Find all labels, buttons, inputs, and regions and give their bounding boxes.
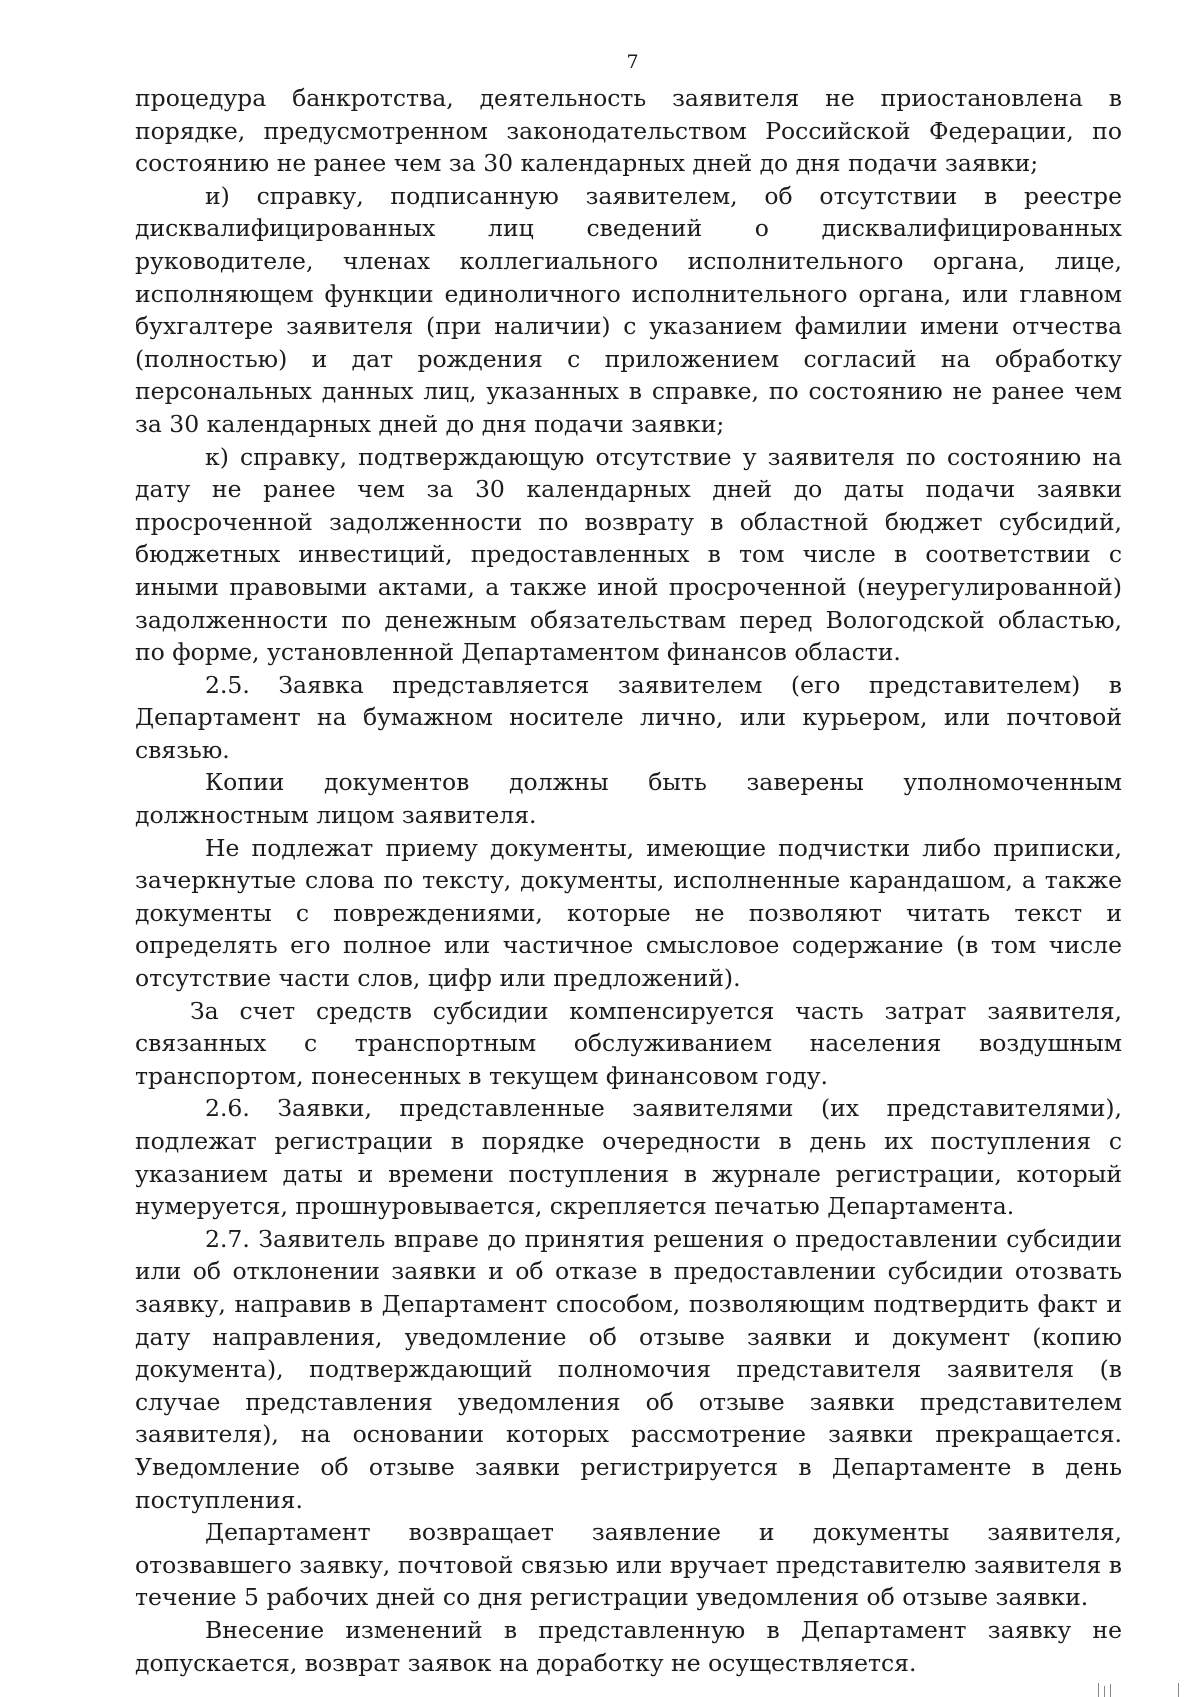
paragraph-subsidy-compensation: За счет средств субсидии компенсируется часть затрат заявителя, связанных с транспортным обслуживанием населения воздушным транспортом, понесенных в текущем финансовом году. [135, 996, 1122, 1090]
page-number: 7 [626, 51, 639, 73]
paragraph-return-documents: Департамент возвращает заявление и документы заявителя, отозвавшего заявку, почтовой связью или вручает представителю заявителя в течение 5 рабочих дней со дня регистрации уведомления об отзыве заявки. [135, 1518, 1122, 1612]
paragraph-no-changes: Внесение изменений в представленную в Департамент заявку не допускается, возврат заявок на доработку не осуществляется. [135, 1615, 1122, 1677]
paragraph-copies-certified: Копии документов должны быть заверены уполномоченным должностным лицом заявителя. [135, 768, 1122, 830]
paragraph-not-accepted-documents: Не подлежат приему документы, имеющие подчистки либо приписки, зачеркнутые слова по тексту, документы, исполненные карандашом, а также документы с повреждениями, которые не позволяют читать текст и определять его полное или частичное смысловое содержание (в том числе отсутствие части слов, цифр или предложений). [135, 833, 1122, 993]
paragraph-2-7: 2.7. Заявитель вправе до принятия решения о предоставлении субсидии или об отклонении заявки и об отказе в предоставлении субсидии отозвать заявку, направив в Департамент способом, позволяющим подтвердить факт и дату направления, уведомление об отзыве заявки и документ (копию документа), подтверждающий полномочия представителя заявителя (в случае представления уведомления об отзыве заявки представителем заявителя), на основании которых рассмотрение заявки прекращается. Уведомление об отзыве заявки регистрируется в Департаменте в день поступления. [135, 1224, 1122, 1514]
paragraph-bankruptcy-continuation: процедура банкротства, деятельность заявителя не приостановлена в порядке, предусмотренном законодательством Российской Федерации, по состоянию не ранее чем за 30 календарных дней до дня подачи заявки; [135, 84, 1122, 178]
scan-artifact [1104, 1686, 1105, 1697]
scan-artifact [1110, 1684, 1111, 1697]
scan-artifact [1098, 1683, 1099, 1697]
document-body [135, 82, 1122, 1679]
scan-artifact [1178, 1683, 1179, 1697]
paragraph-2-5: 2.5. Заявка представляется заявителем (его представителем) в Департамент на бумажном носителе лично, или курьером, или почтовой связью. [135, 670, 1122, 764]
paragraph-2-6: 2.6. Заявки, представленные заявителями (их представителями), подлежат регистрации в порядке очередности в день их поступления с указанием даты и времени поступления в журнале регистрации, который нумеруется, прошнуровывается, скрепляется печатью Департамента. [135, 1094, 1122, 1221]
paragraph-item-i: и) справку, подписанную заявителем, об отсутствии в реестре дисквалифицированных лиц сведений о дисквалифицированных руководителе, членах коллегиального исполнительного органа, лице, исполняющем функции единоличного исполнительного органа, или главном бухгалтере заявителя (при наличии) с указанием фамилии имени отчества (полностью) и дат рождения с приложением согласий на обработку персональных данных лиц, указанных в справке, по состоянию не ранее чем за 30 календарных дней до дня подачи заявки; [135, 181, 1122, 438]
paragraph-item-k: к) справку, подтверждающую отсутствие у заявителя по состоянию на дату не ранее чем за 30 календарных дней до даты подачи заявки просроченной задолженности по возврату в областной бюджет субсидий, бюджетных инвестиций, предоставленных в том числе в соответствии с иными правовыми актами, а также иной просроченной (неурегулированной) задолженности по денежным обязательствам перед Вологодской областью, по форме, установленной Департаментом финансов области. [135, 442, 1122, 667]
